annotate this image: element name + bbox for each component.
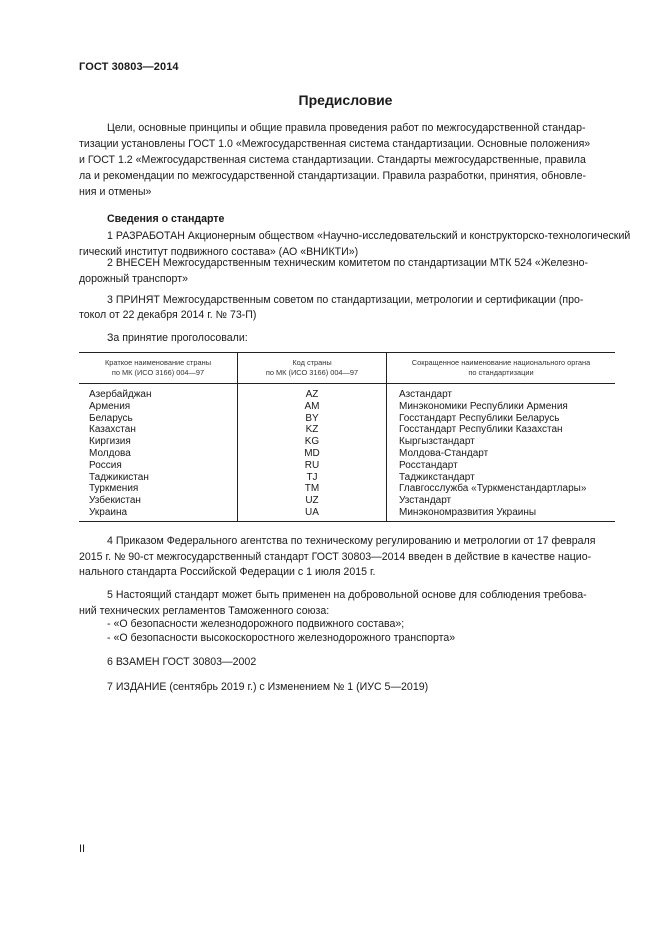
header-country-line-2: по МК (ИСО 3166) 004—97	[111, 368, 205, 377]
item-1-line-1: 1 РАЗРАБОТАН Акционерным обществом «Научно-исследовательский и конструкторско-технологический	[107, 230, 631, 242]
header-org	[387, 353, 616, 384]
code-cell: TJ	[238, 472, 387, 484]
org-cell: Кыргызстандарт	[399, 436, 475, 448]
code-cell: AZ	[238, 384, 387, 401]
code-cell: KZ	[238, 424, 387, 436]
item-5-bullet-1: - «О безопасности железнодорожного подвижного состава»;	[107, 618, 405, 630]
item-6: 6 ВЗАМЕН ГОСТ 30803—2002	[107, 656, 257, 668]
voted-label: За принятие проголосовали:	[107, 332, 248, 344]
countries-table	[79, 352, 615, 522]
code-cell: AM	[238, 401, 387, 413]
intro-line-2: тизации установлены ГОСТ 1.0 «Межгосударственная система стандартизации. Основные положения»	[79, 138, 591, 150]
table-row	[79, 507, 615, 521]
country-cell: Армения	[89, 400, 131, 412]
item-2-line-1: 2 ВНЕСЕН Межгосударственным техническим комитетом по стандартизации МТК 524 «Железно-	[107, 257, 588, 269]
code-cell: TM	[238, 483, 387, 495]
header-code-line-2: по МК (ИСО 3166) 004—97	[265, 368, 359, 377]
table-row	[79, 413, 615, 425]
code-cell: RU	[238, 460, 387, 472]
country-cell: Узбекистан	[89, 495, 141, 507]
table-header-row	[79, 353, 615, 384]
page-title: Предисловие	[298, 92, 393, 108]
table-row	[79, 424, 615, 436]
item-4-line-1: 4 Приказом Федерального агентства по техническому регулированию и метрологии от 17 февраля	[107, 535, 596, 547]
item-7: 7 ИЗДАНИЕ (сентябрь 2019 г.) с Изменением № 1 (ИУС 5—2019)	[107, 681, 429, 693]
code-cell: BY	[238, 413, 387, 425]
item-5-line-1: 5 Настоящий стандарт может быть применен на добровольной основе для соблюдения требова-	[107, 589, 587, 601]
org-cell: Госстандарт Республики Беларусь	[399, 412, 560, 424]
country-cell: Туркмения	[89, 483, 139, 495]
header-code-line-1: Код страны	[292, 358, 332, 367]
table-row	[79, 460, 615, 472]
code-cell: UZ	[238, 495, 387, 507]
table-row	[79, 483, 615, 495]
intro-line-1: Цели, основные принципы и общие правила проведения работ по межгосударственной стандар-	[107, 122, 586, 134]
intro-line-4: ла и рекомендации по межгосударственной стандартизации. Правила разработки, принятия, обновле-	[79, 170, 587, 182]
document-id-header: ГОСТ 30803—2014	[79, 61, 179, 73]
table-row	[79, 472, 615, 484]
country-cell: Молдова	[89, 447, 131, 459]
item-5-bullet-2: - «О безопасности высокоскоростного железнодорожного транспорта»	[107, 632, 456, 644]
country-cell: Россия	[89, 459, 122, 471]
table-row	[79, 401, 615, 413]
org-cell: Росстандарт	[399, 459, 458, 471]
page-number: II	[79, 843, 86, 855]
item-2-line-2: дорожный транспорт»	[79, 273, 188, 285]
header-code	[238, 353, 387, 384]
header-org-line-1: Сокращенное наименование национального органа	[411, 358, 591, 367]
section-heading: Сведения о стандарте	[107, 213, 225, 225]
country-cell: Казахстан	[89, 424, 136, 436]
country-cell: Киргизия	[89, 436, 131, 448]
org-cell: Главгосслужба «Туркменстандартлары»	[399, 483, 587, 495]
country-cell: Таджикистан	[89, 471, 149, 483]
item-3-line-1: 3 ПРИНЯТ Межгосударственным советом по стандартизации, метрологии и сертификации (про-	[107, 294, 584, 306]
table-row	[79, 436, 615, 448]
item-1-line-2: гический институт подвижного состава» (АО «ВНИКТИ»)	[79, 246, 359, 258]
table-row	[79, 384, 615, 401]
item-4-line-2: 2015 г. № 90-ст межгосударственный стандарт ГОСТ 30803—2014 введен в действие в качестве нацио-	[79, 551, 592, 563]
org-cell: Минэкономики Республики Армения	[399, 400, 568, 412]
header-country-line-1: Краткое наименование страны	[104, 358, 212, 367]
code-cell: UA	[238, 507, 387, 521]
item-3-line-2: токол от 22 декабря 2014 г. № 73-П)	[79, 309, 257, 321]
item-4-line-3: нального стандарта Российской Федерации с 1 июля 2015 г.	[79, 566, 376, 578]
org-cell: Госстандарт Республики Казахстан	[399, 424, 563, 436]
code-cell: MD	[238, 448, 387, 460]
table-row	[79, 495, 615, 507]
table-row	[79, 448, 615, 460]
intro-line-5: ния и отмены»	[79, 186, 152, 198]
country-cell: Украина	[79, 507, 238, 521]
country-cell: Азербайджан	[89, 389, 152, 400]
header-org-line-2: по стандартизации	[468, 368, 534, 377]
country-cell: Беларусь	[89, 412, 133, 424]
org-cell: Азстандарт	[399, 389, 453, 400]
org-cell: Минэкономразвития Украины	[387, 507, 616, 521]
header-country	[79, 353, 238, 384]
intro-line-3: и ГОСТ 1.2 «Межгосударственная система стандартизации. Стандарты межгосударственные, правила	[79, 154, 586, 166]
item-5-line-2: ний технических регламентов Таможенного союза:	[79, 605, 330, 617]
org-cell: Молдова-Стандарт	[399, 447, 489, 459]
code-cell: KG	[238, 436, 387, 448]
org-cell: Узстандарт	[399, 495, 452, 507]
org-cell: Таджикстандарт	[399, 471, 475, 483]
